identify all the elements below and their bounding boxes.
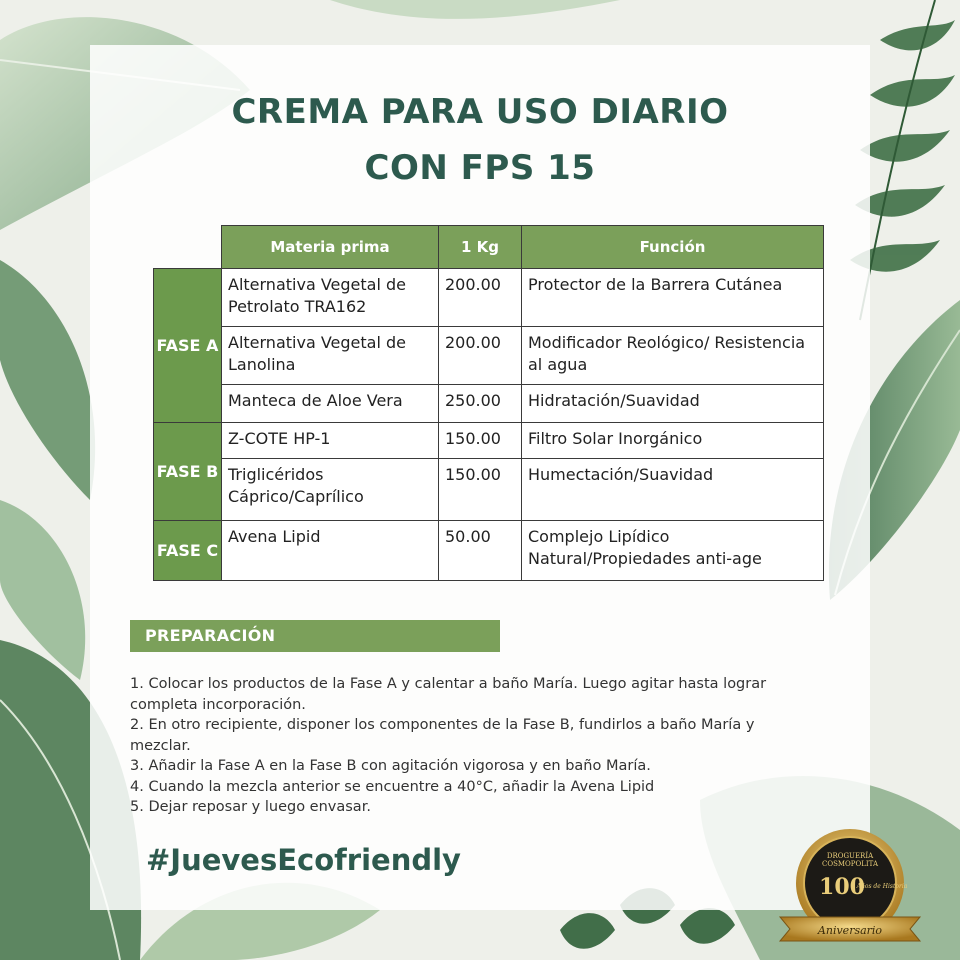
phase-a-label: FASE A — [154, 269, 222, 423]
anniversary-seal — [770, 825, 930, 950]
badge-number: 100 — [819, 874, 865, 900]
table-row — [154, 459, 824, 521]
materia-cell: Manteca de Aloe Vera — [222, 385, 439, 423]
funcion-cell: Filtro Solar Inorgánico — [522, 423, 824, 459]
kg-cell: 200.00 — [439, 269, 522, 327]
materia-cell: Avena Lipid — [222, 521, 439, 581]
phase-b-label: FASE B — [154, 423, 222, 521]
header-blank — [154, 226, 222, 269]
kg-cell: 200.00 — [439, 327, 522, 385]
list-item: 1. Colocar los productos de la Fase A y calentar a baño María. Luego agitar hasta lograr completa incorporación. — [130, 676, 767, 713]
badge-years: Años de Historia — [856, 883, 908, 890]
funcion-cell: Complejo Lipídico Natural/Propiedades anti-age — [522, 521, 824, 581]
page-title-line2: CON FPS 15 — [364, 148, 596, 188]
materia-cell: Triglicéridos Cáprico/Caprílico — [222, 459, 439, 521]
recipe-table — [153, 225, 824, 581]
badge-line1: DROGUERÍA — [826, 852, 874, 860]
funcion-cell: Humectación/Suavidad — [522, 459, 824, 521]
kg-cell: 150.00 — [439, 459, 522, 521]
header-funcion: Función — [522, 226, 824, 269]
materia-cell: Alternativa Vegetal de Petrolato TRA162 — [222, 269, 439, 327]
table-row — [154, 385, 824, 423]
table-row — [154, 327, 824, 385]
preparation-heading: PREPARACIÓN — [130, 620, 500, 652]
header-kg: 1 Kg — [439, 226, 522, 269]
funcion-cell: Modificador Reológico/ Resistencia al agua — [522, 327, 824, 385]
kg-cell: 50.00 — [439, 521, 522, 581]
list-item: 4. Cuando la mezcla anterior se encuentre a 40°C, añadir la Avena Lipid — [130, 778, 655, 795]
kg-cell: 250.00 — [439, 385, 522, 423]
funcion-cell: Hidratación/Suavidad — [522, 385, 824, 423]
table-header-row — [154, 226, 824, 269]
list-item: 3. Añadir la Fase A en la Fase B con agitación vigorosa y en baño María. — [130, 758, 651, 774]
list-item: 2. En otro recipiente, disponer los componentes de la Fase B, fundirlos a baño María y mezclar. — [130, 717, 755, 754]
table-row — [154, 521, 824, 581]
preparation-steps — [130, 674, 790, 818]
badge-line2: COSMOPOLITA — [822, 860, 878, 868]
phase-c-label: FASE C — [154, 521, 222, 581]
kg-cell: 150.00 — [439, 423, 522, 459]
table-row — [154, 269, 824, 327]
hashtag: #JuevesEcofriendly — [146, 843, 461, 877]
table-row — [154, 423, 824, 459]
funcion-cell: Protector de la Barrera Cutánea — [522, 269, 824, 327]
materia-cell: Z-COTE HP-1 — [222, 423, 439, 459]
page-title-line1: CREMA PARA USO DIARIO — [231, 92, 729, 132]
materia-cell: Alternativa Vegetal de Lanolina — [222, 327, 439, 385]
list-item: 5. Dejar reposar y luego envasar. — [130, 799, 371, 815]
header-materia: Materia prima — [222, 226, 439, 269]
badge-ribbon: Aniversario — [817, 924, 883, 937]
